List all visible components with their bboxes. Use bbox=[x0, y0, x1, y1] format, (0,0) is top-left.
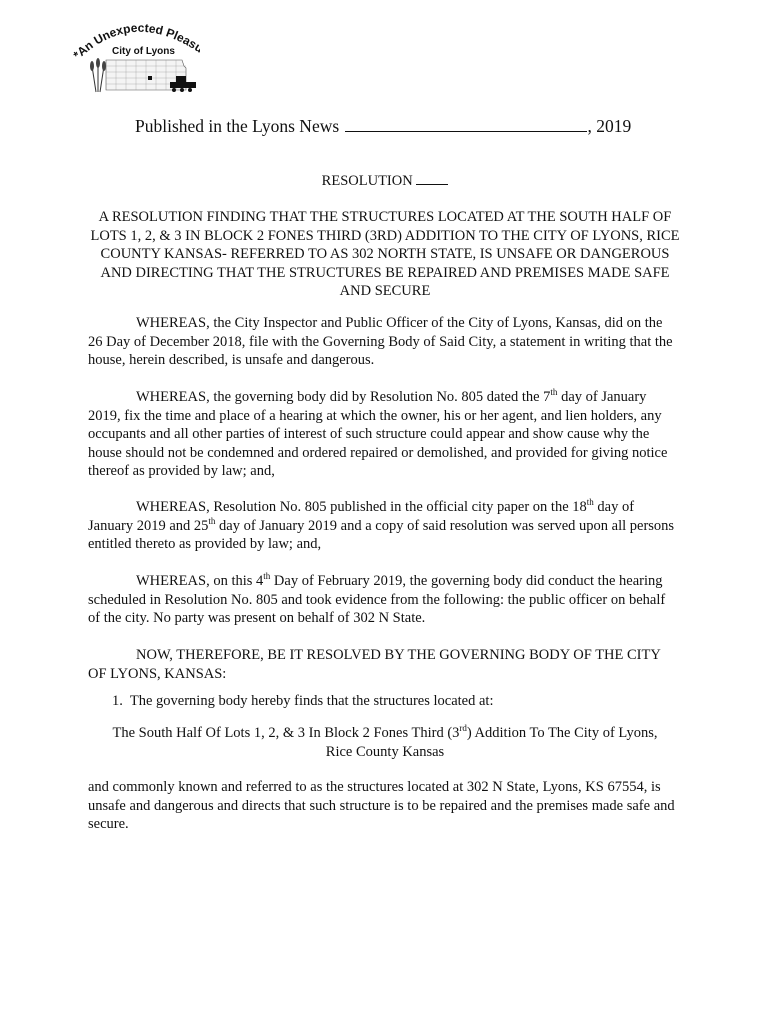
ordinal-suffix: rd bbox=[459, 723, 467, 734]
ordinal-suffix: th bbox=[208, 515, 216, 526]
published-date-blank bbox=[345, 117, 587, 132]
legal-line-1-cont: ) Addition To The City of Lyons, bbox=[466, 725, 658, 741]
logo-arc-text: An Unexpected Pleas bbox=[74, 20, 200, 59]
whereas-paragraph-4 bbox=[88, 572, 680, 628]
ordinal-suffix: th bbox=[550, 387, 558, 398]
whereas-paragraph-3 bbox=[88, 498, 680, 554]
legal-line-1: The South Half Of Lots 1, 2, & 3 In Block 2 Fones Third (3 bbox=[112, 725, 460, 741]
city-logo bbox=[72, 14, 200, 94]
resolution-label: RESOLUTION bbox=[321, 173, 413, 189]
whereas-3-text-end: day of January 2019 and a copy of said resolution was served upon all persons entitled thereto as provided by law; and, bbox=[88, 517, 675, 552]
published-suffix: , 2019 bbox=[587, 116, 632, 136]
legal-description bbox=[88, 724, 682, 761]
whereas-3-text-cont: day of January 2019 and 25 bbox=[88, 499, 635, 534]
resolved-text: NOW, THEREFORE, BE IT RESOLVED BY THE GOVERNING BODY OF THE CITY OF LYONS, KANSAS: bbox=[88, 647, 661, 682]
resolution-number bbox=[0, 172, 770, 190]
list-item-number: 1. bbox=[112, 693, 123, 709]
resolution-title: A RESOLUTION FINDING THAT THE STRUCTURES LOCATED AT THE SOUTH HALF OF LOTS 1, 2, & 3 IN BLOCK 2 FONES THIRD (3RD) ADDITION TO THE CITY OF LYONS, RICE COUNTY KANSAS- REFERRED TO AS 302 NORTH STATE, IS UNSAFE OR DANGEROUS AND DIRECTING THAT THE STRUCTURES BE REPAIRED AND PREMISES MADE SAFE AND SECURE bbox=[90, 209, 680, 299]
legal-line-2: Rice County Kansas bbox=[325, 743, 445, 760]
resolution-number-blank bbox=[416, 172, 448, 185]
whereas-2-text: WHEREAS, the governing body did by Resolution No. 805 dated the 7 bbox=[136, 389, 551, 405]
whereas-3-text: WHEREAS, Resolution No. 805 published in the official city paper on the 18 bbox=[136, 499, 587, 515]
ordinal-suffix: th bbox=[263, 571, 271, 582]
whereas-4-text-cont: Day of February 2019, the governing body did conduct the hearing scheduled in Resolution No. 805 and took evidence from the following: the public officer on behalf of the city. No party was present on behalf of 302 N State. bbox=[88, 573, 666, 626]
whereas-paragraph-1 bbox=[88, 314, 680, 370]
whereas-2-text-cont: day of January 2019, fix the time and place of a hearing at which the owner, his or her agent, and lien holders, any occupants and all other parties of interest of such structure could appear and show cause why the house should not be condemned and ordered repaired or demolished, and provided for giving notice thereof as provided by law; and, bbox=[88, 389, 668, 479]
kansas-map-wheat-icon bbox=[72, 14, 200, 94]
logo-subtitle: City of Lyons bbox=[112, 46, 175, 57]
whereas-1-text: WHEREAS, the City Inspector and Public Officer of the City of Lyons, Kansas, did on the 26 Day of December 2018, file with the Governing Body of Said City, a statement in writing that the house, herein described, is unsafe and dangerous. bbox=[88, 315, 673, 368]
list-item bbox=[112, 692, 672, 711]
ordinal-suffix: th bbox=[586, 497, 594, 508]
list-item-text: The governing body hereby finds that the structures located at: bbox=[129, 693, 494, 709]
resolved-paragraph bbox=[88, 646, 680, 683]
published-line bbox=[135, 116, 631, 137]
closing-paragraph: and commonly known and referred to as the structures located at 302 N State, Lyons, KS 67554, is unsafe and dangerous and directs that such structure is to be repaired and the premises made safe and secure. bbox=[88, 779, 675, 832]
whereas-paragraph-2 bbox=[88, 388, 680, 481]
published-prefix: Published in the Lyons News bbox=[135, 116, 340, 136]
whereas-4-text: WHEREAS, on this 4 bbox=[136, 573, 264, 589]
